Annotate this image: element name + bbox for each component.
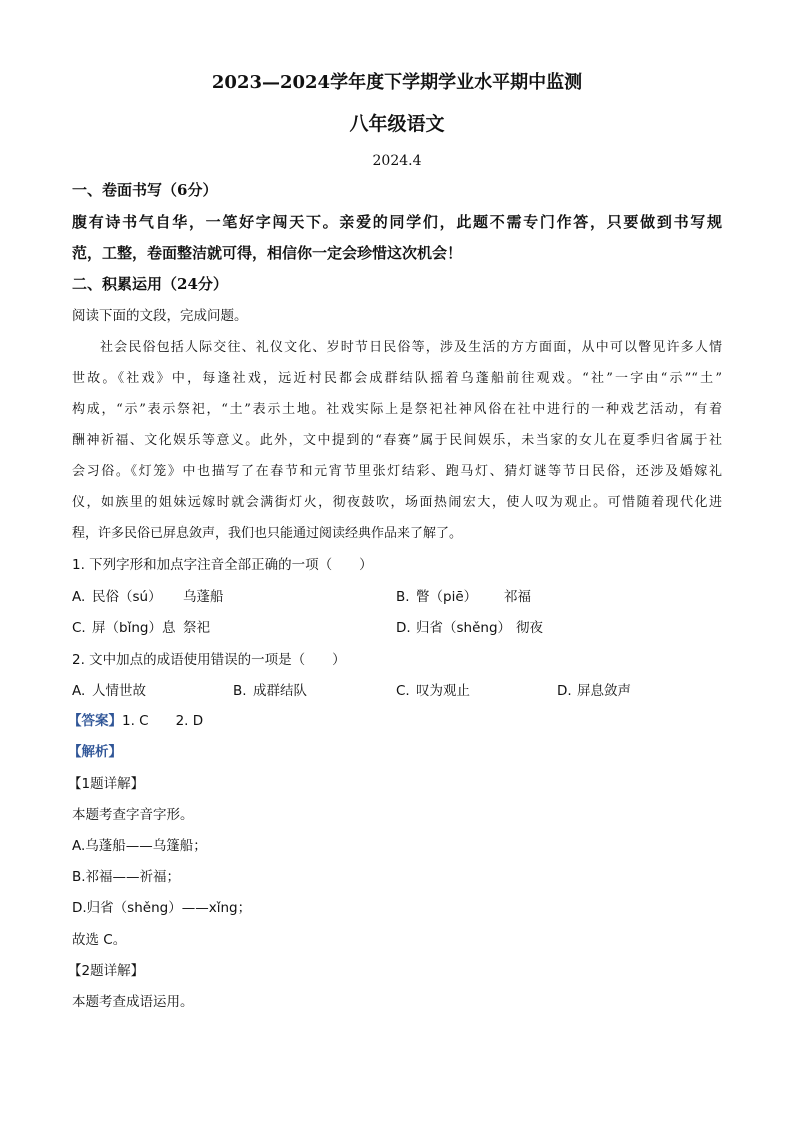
q2-analysis-heading: 【2题详解】 [68,963,145,979]
option-word: 乌蓬船 [183,589,224,605]
option-word: 祁福 [504,589,531,605]
passage-line: 世故。《社戏》中，每逢社戏，远近村民都会成群结队摇着乌蓬船前往观戏。“社”一字由“示”“土” [72,371,722,386]
answer-line [68,711,203,731]
analysis-tag: 【解析】 [68,744,122,760]
analysis-line: 故选 C。 [72,932,127,948]
q2-option-d [557,681,707,701]
analysis-line: 本题考查成语运用。 [72,994,194,1010]
option-word: 祭祀 [183,620,210,636]
reading-instruction: 阅读下面的文段，完成问题。 [72,308,248,324]
passage-line: 程，许多民俗已屏息敛声，我们也只能通过阅读经典作品来了解了。 [72,526,463,541]
option-term: 屏（bǐng）息 [92,620,176,636]
option-text: 叹为观止 [416,683,470,699]
analysis-line: B.祁福——祈福； [72,869,181,885]
option-label: A. [72,683,86,699]
option-label: A. [72,589,86,605]
option-text: 成群结队 [253,683,307,699]
option-label: B. [233,683,247,699]
analysis-line: 本题考查字音字形。 [72,807,194,823]
option-label: D. [396,620,411,636]
q1-option-a [72,587,372,607]
option-text: 人情世故 [92,683,146,699]
option-label: D. [557,683,572,699]
exam-subject: 八年级语文 [349,113,445,135]
q1-analysis-heading: 【1题详解】 [68,776,145,792]
q1-option-c [72,618,372,638]
option-word: 彻夜 [516,620,543,636]
option-term: 归省（shěng） [416,620,512,636]
question2-stem: 2. 文中加点的成语使用错误的一项是（ ） [72,652,346,668]
q1-option-d [396,618,696,638]
option-term: 民俗（sú） [92,589,162,605]
option-label: B. [396,589,410,605]
section1-line: 腹有诗书气自华，一笔好字闯天下。亲爱的同学们，此题不需专门作答，只要做到书写规 [72,213,722,231]
q1-option-b [396,587,696,607]
option-term: 瞥（piē） [416,589,478,605]
option-label: C. [396,683,410,699]
section2-heading: 二、积累运用（24分） [72,275,228,293]
answer-tag: 【答案】 [68,713,122,729]
analysis-line: A.乌蓬船——乌篷船； [72,838,207,854]
passage-line: 会习俗。《灯笼》中也描写了在春节和元宵节里张灯结彩、跑马灯、猜灯谜等节日民俗，还涉及婚嫁礼 [72,464,722,479]
passage-line: 社会民俗包括人际交往、礼仪文化、岁时节日民俗等，涉及生活的方方面面，从中可以瞥见许多人情 [100,340,722,355]
passage-line: 仪，如族里的姐妹远嫁时就会满街灯火，彻夜鼓吹，场面热闹宏大，使人叹为观止。可惜随着现代化进 [72,495,722,510]
question1-stem: 1. 下列字形和加点字注音全部正确的一项（ ） [72,557,373,573]
answer-text: 1. C 2. D [122,713,204,729]
q2-option-a [72,681,222,701]
q2-option-c [396,681,546,701]
analysis-line: D.归省（shěng）——xǐng； [72,900,252,916]
section1-heading: 一、卷面书写（6分） [72,181,218,199]
section1-line: 范，工整，卷面整洁就可得，相信你一定会珍惜这次机会！ [72,244,463,262]
exam-title: 2023—2024学年度下学期学业水平期中监测 [211,72,583,93]
option-label: C. [72,620,86,636]
q2-option-b [233,681,383,701]
exam-date: 2024.4 [372,153,422,169]
option-text: 屏息敛声 [577,683,631,699]
passage-line: 酬神祈福、文化娱乐等意义。此外，文中提到的“春赛”属于民间娱乐，未当家的女儿在夏季归省属于社 [72,433,722,448]
passage-line: 构成，“示”表示祭祀，“土”表示土地。社戏实际上是祭祀社神风俗在社中进行的一种戏艺活动，有着 [72,402,722,417]
